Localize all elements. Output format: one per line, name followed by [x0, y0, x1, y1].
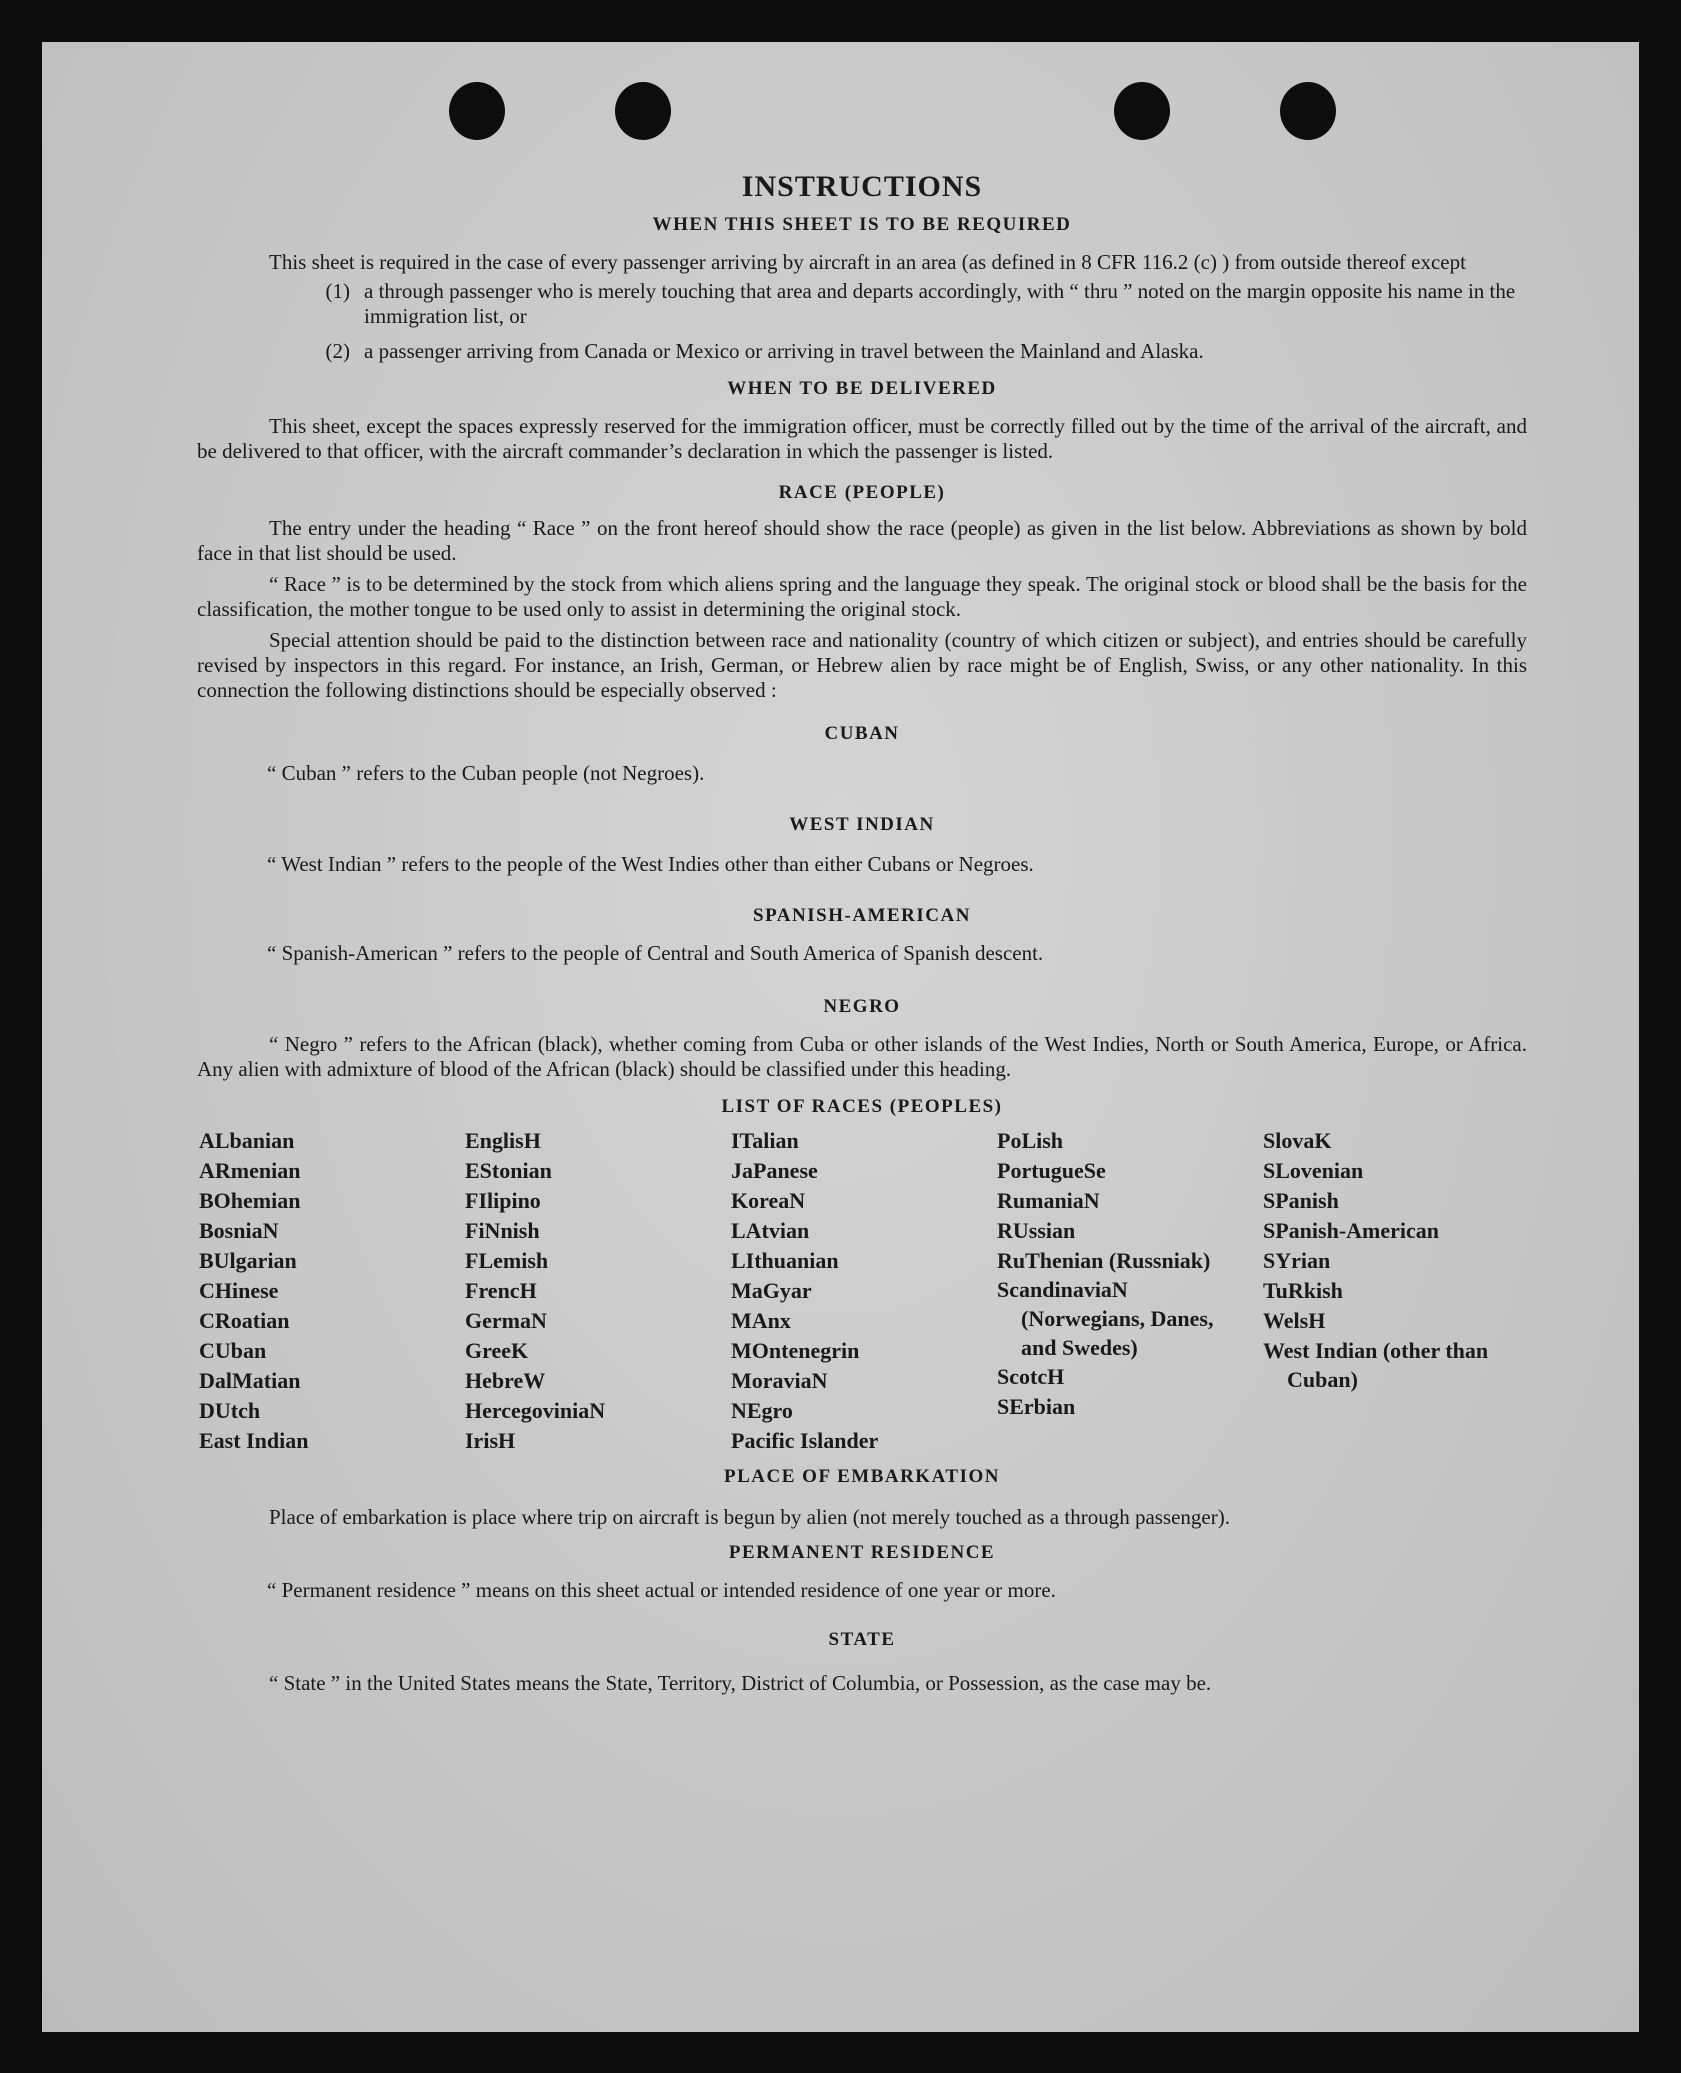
race-entry: ARmenian: [199, 1158, 301, 1183]
paragraph: “ Negro ” refers to the African (black), whether coming from Cuba or other islands of the West Indies, North or South America, Europe, or Africa. Any alien with admixture of blood of the African (black) should be classified under this heading.: [197, 1032, 1527, 1081]
race-entry: GermaN: [465, 1308, 547, 1333]
paragraph: “ West Indian ” refers to the people of the West Indies other than either Cubans or Negroes.: [267, 852, 1034, 876]
paragraph: “ Cuban ” refers to the Cuban people (not Negroes).: [267, 761, 705, 785]
race-entry: MaGyar: [731, 1278, 812, 1303]
race-entry: SPanish-American: [1263, 1218, 1439, 1243]
paragraph: “ Spanish-American ” refers to the people of Central and South America of Spanish descent.: [267, 941, 1044, 965]
race-entry: EStonian: [465, 1158, 552, 1183]
list-item: [197, 279, 1527, 329]
race-entry: KoreaN: [731, 1188, 806, 1213]
document-page: [42, 42, 1639, 2032]
section-heading: WEST INDIAN: [789, 814, 935, 835]
race-entry: WelsH: [1263, 1308, 1326, 1333]
section-heading: PERMANENT RESIDENCE: [728, 1542, 996, 1563]
race-entry: BUlgarian: [199, 1248, 297, 1273]
paragraph: “ Permanent residence ” means on this sheet actual or intended residence of one year or more.: [267, 1578, 1056, 1602]
race-entry: MOntenegrin: [731, 1338, 860, 1363]
list-item: [197, 339, 1527, 364]
race-entry: East Indian: [199, 1428, 309, 1453]
race-entry: SLovenian: [1263, 1158, 1364, 1183]
section-heading: LIST OF RACES (PEOPLES): [721, 1096, 1003, 1117]
list-item-number: (1): [325, 279, 350, 303]
paragraph: The entry under the heading “ Race ” on the front hereof should show the race (people) as given in the list below. Abbreviations as shown by bold face in that list should be used.: [197, 516, 1527, 565]
punch-hole: [615, 82, 671, 140]
list-item-text: a passenger arriving from Canada or Mexico or arriving in travel between the Mainland and Alaska.: [364, 339, 1204, 363]
instructions-content: [197, 170, 1527, 1699]
race-entry: RumaniaN: [997, 1188, 1100, 1213]
race-entry: HercegoviniaN: [465, 1398, 606, 1423]
race-entry: CUban: [199, 1338, 267, 1363]
race-entry: MoraviaN: [731, 1368, 828, 1393]
race-entry: RuThenian (Russniak): [997, 1248, 1211, 1273]
race-column: [465, 1126, 731, 1456]
race-entry: SPanish: [1263, 1188, 1339, 1213]
page-title: INSTRUCTIONS: [741, 170, 983, 203]
section-heading: RACE (PEOPLE): [778, 482, 946, 503]
paragraph: This sheet, except the spaces expressly reserved for the immigration officer, must be correctly filled out by the time of the arrival of the aircraft, and be delivered to that officer, with the aircraft commander’s declaration in which the passenger is listed.: [197, 414, 1527, 463]
race-entry: FiNnish: [465, 1218, 540, 1243]
race-list: [199, 1126, 1527, 1456]
section-heading: WHEN THIS SHEET IS TO BE REQUIRED: [652, 214, 1072, 235]
race-entry: FLemish: [465, 1248, 549, 1273]
paragraph: Special attention should be paid to the distinction between race and nationality (country of which citizen or subject), and entries should be carefully revised by inspectors in this regard. For instance, an Irish, German, or Hebrew alien by race might be of English, Swiss, or any other nationality. In this connection the following distinctions should be especially observed :: [197, 628, 1527, 702]
paragraph: Place of embarkation is place where trip on aircraft is begun by alien (not merely touched as a through passenger).: [269, 1505, 1230, 1529]
race-entry: PoLish: [997, 1128, 1064, 1153]
race-entry: BosniaN: [199, 1218, 279, 1243]
race-entry: DalMatian: [199, 1368, 301, 1393]
section-heading: PLACE OF EMBARKATION: [724, 1466, 1000, 1487]
race-entry: JaPanese: [731, 1158, 818, 1183]
race-entry: CRoatian: [199, 1308, 290, 1333]
punch-hole: [1280, 82, 1336, 140]
race-entry: IrisH: [465, 1428, 516, 1453]
race-entry: TuRkish: [1263, 1278, 1343, 1303]
race-entry: GreeK: [465, 1338, 529, 1363]
race-entry: FIlipino: [465, 1188, 541, 1213]
paragraph: “ State ” in the United States means the State, Territory, District of Columbia, or Possession, as the case may be.: [269, 1671, 1212, 1695]
race-entry: West Indian (other than Cuban): [1263, 1338, 1489, 1392]
race-entry: LAtvian: [731, 1218, 810, 1243]
race-entry: SYrian: [1263, 1248, 1331, 1273]
race-column: [1263, 1126, 1529, 1456]
race-entry: RUssian: [997, 1218, 1076, 1243]
race-entry: NEgro: [731, 1398, 793, 1423]
list-item-text: a through passenger who is merely touching that area and departs accordingly, with “ thru ” noted on the margin opposite his name in the immigration list, or: [364, 279, 1516, 328]
race-entry: ScandinaviaN (Norwegians, Danes, and Swedes): [997, 1277, 1214, 1360]
race-entry: BOhemian: [199, 1188, 301, 1213]
punch-hole: [449, 82, 505, 140]
race-column: [199, 1126, 465, 1456]
race-column: [997, 1126, 1263, 1456]
race-entry: FrencH: [465, 1278, 537, 1303]
race-entry: HebreW: [465, 1368, 546, 1393]
section-heading: NEGRO: [823, 996, 901, 1017]
section-heading: WHEN TO BE DELIVERED: [727, 378, 997, 399]
section-heading: SPANISH-AMERICAN: [753, 905, 971, 926]
race-entry: Pacific Islander: [731, 1428, 879, 1453]
race-entry: SErbian: [997, 1394, 1076, 1419]
paragraph: This sheet is required in the case of every passenger arriving by aircraft in an area (as defined in 8 CFR 116.2 (c) ) from outside thereof except: [269, 250, 1466, 274]
race-entry: LIthuanian: [731, 1248, 839, 1273]
race-entry: PortugueSe: [997, 1158, 1106, 1183]
race-entry: MAnx: [731, 1308, 791, 1333]
race-entry: ALbanian: [199, 1128, 295, 1153]
race-column: [731, 1126, 997, 1456]
race-entry: DUtch: [199, 1398, 261, 1423]
race-entry: ScotcH: [997, 1364, 1065, 1389]
section-heading: CUBAN: [824, 723, 900, 744]
race-entry: CHinese: [199, 1278, 279, 1303]
section-heading: STATE: [828, 1629, 896, 1650]
race-entry: EnglisH: [465, 1128, 541, 1153]
punch-hole: [1114, 82, 1170, 140]
race-entry: ITalian: [731, 1128, 799, 1153]
list-item-number: (2): [325, 339, 350, 363]
paragraph: “ Race ” is to be determined by the stock from which aliens spring and the language they speak. The original stock or blood shall be the basis for the classification, the mother tongue to be used only to assist in determining the original stock.: [197, 572, 1527, 621]
race-entry: SlovaK: [1263, 1128, 1332, 1153]
